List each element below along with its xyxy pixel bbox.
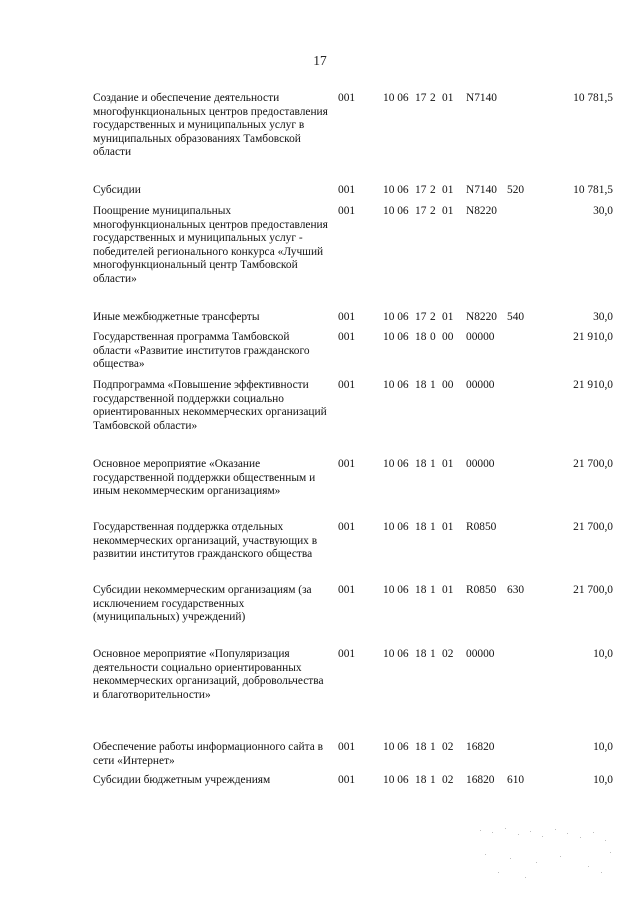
speck	[530, 831, 531, 832]
speck	[588, 866, 589, 867]
row-name: Субсидии некоммерческим организациям (за исключением государственных (муниципальных) учреждений)	[93, 584, 312, 624]
row-expense-type: 540	[507, 311, 525, 323]
row-group: 00	[442, 379, 454, 391]
row-program: 18	[415, 741, 427, 753]
row-article: R0850	[466, 521, 497, 533]
row-sum: 10 781,5	[573, 92, 613, 104]
row-ved: 001	[338, 92, 356, 104]
row-ved: 001	[338, 458, 356, 470]
row-ved: 001	[338, 648, 356, 660]
speck	[580, 837, 581, 838]
row-program: 18	[415, 521, 427, 533]
speck	[480, 830, 481, 831]
row-program: 18	[415, 584, 427, 596]
row-subprogram: 1	[430, 774, 436, 786]
row-article: 00000	[466, 648, 495, 660]
speck	[560, 856, 561, 857]
row-program: 18	[415, 331, 427, 343]
row-article: 00000	[466, 379, 495, 391]
row-section: 10 06	[383, 648, 409, 660]
row-section: 10 06	[383, 184, 409, 196]
row-subprogram: 2	[430, 92, 436, 104]
row-group: 02	[442, 774, 454, 786]
row-subprogram: 1	[430, 458, 436, 470]
row-subprogram: 1	[430, 648, 436, 660]
row-subprogram: 1	[430, 584, 436, 596]
row-ved: 001	[338, 521, 356, 533]
row-subprogram: 2	[430, 184, 436, 196]
row-name: Иные межбюджетные трансферты	[93, 311, 260, 323]
row-group: 00	[442, 331, 454, 343]
row-sum: 30,0	[593, 205, 613, 217]
row-section: 10 06	[383, 458, 409, 470]
row-name: Поощрение муниципальных многофункциональных центров предоставления государственных и муниципальных услуг - победителей регионального конкурса «Лучший многофункциональный центр Тамбовской области»	[93, 205, 328, 285]
row-group: 01	[442, 205, 454, 217]
row-name: Государственная поддержка отдельных некоммерческих организаций, участвующих в развитии институтов гражданского общества	[93, 521, 318, 561]
speck	[567, 833, 568, 834]
row-subprogram: 1	[430, 741, 436, 753]
speck	[498, 872, 499, 873]
row-subprogram: 0	[430, 331, 436, 343]
row-group: 01	[442, 92, 454, 104]
row-subprogram: 2	[430, 311, 436, 323]
row-ved: 001	[338, 774, 356, 786]
row-section: 10 06	[383, 584, 409, 596]
row-group: 01	[442, 521, 454, 533]
row-section: 10 06	[383, 331, 409, 343]
speck	[492, 832, 493, 833]
row-program: 18	[415, 379, 427, 391]
row-name: Основное мероприятие «Популяризация деятельности социально ориентированных некоммерческих организаций, добровольчества и благотворительности»	[93, 648, 324, 701]
speck	[510, 858, 511, 859]
row-group: 01	[442, 184, 454, 196]
row-sum: 21 910,0	[573, 379, 613, 391]
row-subprogram: 1	[430, 379, 436, 391]
row-article: N8220	[466, 311, 498, 323]
row-article: 16820	[466, 741, 495, 753]
speck	[555, 829, 556, 830]
row-article: 00000	[466, 458, 495, 470]
row-ved: 001	[338, 379, 356, 391]
speck	[485, 854, 486, 855]
row-name: Обеспечение работы информационного сайта в сети «Интернет»	[93, 741, 324, 767]
row-sum: 21 910,0	[573, 331, 613, 343]
row-section: 10 06	[383, 521, 409, 533]
row-article: N8220	[466, 205, 498, 217]
row-section: 10 06	[383, 205, 409, 217]
row-program: 17	[415, 184, 427, 196]
row-expense-type: 520	[507, 184, 525, 196]
row-ved: 001	[338, 331, 356, 343]
row-article: 16820	[466, 774, 495, 786]
row-sum: 10 781,5	[573, 184, 613, 196]
row-ved: 001	[338, 184, 356, 196]
row-sum: 21 700,0	[573, 584, 613, 596]
row-name: Государственная программа Тамбовской области «Развитие институтов гражданского общества»	[93, 331, 310, 371]
speck	[525, 877, 526, 878]
row-sum: 21 700,0	[573, 521, 613, 533]
row-group: 02	[442, 648, 454, 660]
row-ved: 001	[338, 741, 356, 753]
row-section: 10 06	[383, 92, 409, 104]
scan-noise	[470, 822, 620, 882]
row-program: 18	[415, 774, 427, 786]
row-sum: 10,0	[593, 741, 613, 753]
speck	[605, 840, 606, 841]
row-sum: 21 700,0	[573, 458, 613, 470]
row-name: Подпрограмма «Повышение эффективности государственной поддержки социально ориентированных некоммерческих организаций Тамбовской области»	[93, 379, 327, 432]
row-name: Субсидии бюджетным учреждениям	[93, 774, 271, 786]
row-sum: 10,0	[593, 648, 613, 660]
speck	[593, 832, 594, 833]
row-group: 01	[442, 584, 454, 596]
row-section: 10 06	[383, 311, 409, 323]
row-program: 17	[415, 205, 427, 217]
row-program: 18	[415, 458, 427, 470]
speck	[505, 828, 506, 829]
speck	[610, 852, 611, 853]
row-section: 10 06	[383, 774, 409, 786]
row-article: R0850	[466, 584, 497, 596]
row-subprogram: 1	[430, 521, 436, 533]
row-ved: 001	[338, 311, 356, 323]
row-name: Создание и обеспечение деятельности многофункциональных центров предоставления государственных и муниципальных услуг в муниципальных образованиях Тамбовской области	[93, 92, 328, 159]
row-article: 00000	[466, 331, 495, 343]
row-section: 10 06	[383, 379, 409, 391]
row-section: 10 06	[383, 741, 409, 753]
row-group: 01	[442, 311, 454, 323]
row-program: 17	[415, 92, 427, 104]
speck	[542, 836, 543, 837]
row-sum: 30,0	[593, 311, 613, 323]
row-article: N7140	[466, 92, 498, 104]
row-group: 02	[442, 741, 454, 753]
row-group: 01	[442, 458, 454, 470]
speck	[518, 834, 519, 835]
row-program: 18	[415, 648, 427, 660]
row-expense-type: 630	[507, 584, 525, 596]
row-ved: 001	[338, 205, 356, 217]
row-name: Основное мероприятие «Оказание государственной поддержки общественным и иным некоммерческим организациям»	[93, 458, 316, 498]
row-name: Субсидии	[93, 184, 141, 196]
row-subprogram: 2	[430, 205, 436, 217]
row-expense-type: 610	[507, 774, 525, 786]
page-number: 17	[313, 53, 327, 68]
row-sum: 10,0	[593, 774, 613, 786]
row-ved: 001	[338, 584, 356, 596]
row-article: N7140	[466, 184, 498, 196]
speck	[601, 872, 602, 873]
row-program: 17	[415, 311, 427, 323]
speck	[536, 862, 537, 863]
